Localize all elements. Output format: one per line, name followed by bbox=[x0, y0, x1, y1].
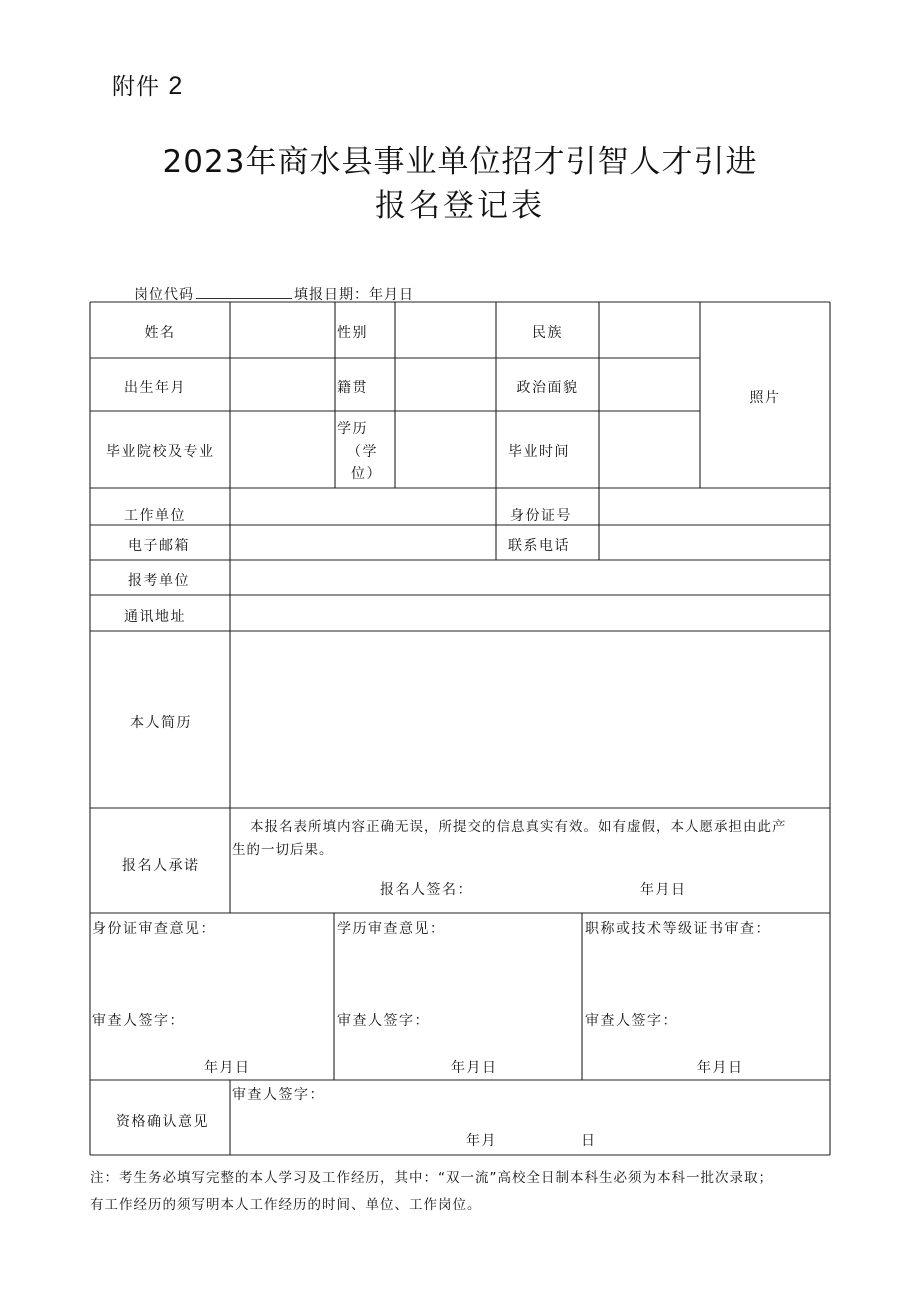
education-field[interactable] bbox=[396, 412, 495, 487]
id-number-label: 身份证号 bbox=[510, 508, 572, 524]
apply-unit-field[interactable] bbox=[231, 561, 829, 594]
position-code-label: 岗位代码 bbox=[134, 287, 194, 303]
id-review-label: 身份证审查意见： bbox=[92, 921, 216, 937]
work-unit-field[interactable] bbox=[231, 489, 495, 524]
attachment-label: 附件 2 bbox=[112, 72, 184, 100]
name-label: 姓名 bbox=[144, 325, 176, 341]
gender-field[interactable] bbox=[396, 303, 495, 357]
education-label: 学历 bbox=[337, 421, 368, 437]
note-line-2: 有工作经历的须写明本人工作经历的时间、单位、工作岗位。 bbox=[90, 1197, 482, 1213]
id-reviewer-sign-label: 审查人签字： bbox=[92, 1013, 185, 1029]
edu-review-label: 学历审查意见： bbox=[337, 921, 446, 937]
page-title: 2023年商水县事业单位招才引智人才引进 bbox=[162, 144, 758, 180]
edu-reviewer-sign-label: 审查人签字： bbox=[337, 1013, 430, 1029]
pledge-text-2: 生的一切后果。 bbox=[232, 842, 334, 858]
cert-reviewer-sign-label: 审查人签字： bbox=[585, 1013, 678, 1029]
education-label-3: 位） bbox=[351, 466, 382, 482]
school-major-field[interactable] bbox=[231, 412, 334, 487]
pledge-date: 年月日 bbox=[640, 882, 687, 898]
qualification-sign-label: 审查人签字： bbox=[232, 1087, 325, 1103]
ethnicity-label: 民族 bbox=[532, 325, 563, 341]
phone-label: 联系电话 bbox=[508, 538, 570, 554]
political-status-label: 政治面貌 bbox=[516, 380, 579, 396]
pledge-label: 报名人承诺 bbox=[122, 858, 200, 874]
education-label-2: （学 bbox=[347, 444, 378, 460]
id-review-date: 年月日 bbox=[204, 1060, 251, 1076]
email-field[interactable] bbox=[231, 526, 495, 559]
photo-field[interactable] bbox=[701, 303, 829, 487]
email-label: 电子邮箱 bbox=[128, 538, 190, 554]
name-field[interactable] bbox=[231, 303, 334, 357]
edu-review-date: 年月日 bbox=[451, 1060, 498, 1076]
apply-unit-label: 报考单位 bbox=[128, 573, 190, 589]
applicant-signature-label: 报名人签名： bbox=[380, 882, 473, 898]
graduation-time-field[interactable] bbox=[600, 412, 699, 487]
phone-field[interactable] bbox=[600, 526, 829, 559]
cert-review-date: 年月日 bbox=[697, 1060, 744, 1076]
native-place-label: 籍贯 bbox=[337, 380, 368, 396]
birth-field[interactable] bbox=[231, 359, 334, 410]
qualification-date-month: 年月 bbox=[466, 1133, 497, 1149]
cert-review-label: 职称或技术等级证书审查： bbox=[585, 921, 771, 937]
ethnicity-field[interactable] bbox=[600, 303, 699, 357]
school-major-label: 毕业院校及专业 bbox=[106, 444, 215, 460]
qualification-label: 资格确认意见 bbox=[116, 1114, 209, 1130]
graduation-time-label: 毕业时间 bbox=[508, 444, 570, 460]
address-label: 通讯地址 bbox=[124, 609, 186, 625]
pledge-text: 本报名表所填内容正确无误，所提交的信息真实有效。如有虚假，本人愿承担由此产 bbox=[250, 819, 787, 835]
resume-field[interactable] bbox=[231, 632, 829, 807]
page-subtitle: 报名登记表 bbox=[375, 188, 545, 224]
resume-label: 本人简历 bbox=[130, 715, 192, 731]
political-status-field[interactable] bbox=[600, 359, 699, 410]
id-number-field[interactable] bbox=[600, 489, 829, 524]
work-unit-label: 工作单位 bbox=[124, 508, 186, 524]
gender-label: 性别 bbox=[337, 325, 368, 341]
note-line: 注：考生务必填写完整的本人学习及工作经历，其中：“双一流”高校全日制本科生必须为本科一批次录取； bbox=[90, 1170, 773, 1186]
qualification-date-day: 日 bbox=[581, 1133, 597, 1149]
photo-label: 照片 bbox=[749, 390, 781, 406]
birth-label: 出生年月 bbox=[124, 380, 186, 396]
address-field[interactable] bbox=[231, 596, 829, 630]
native-place-field[interactable] bbox=[396, 359, 495, 410]
attachment-number: 2 bbox=[168, 72, 184, 100]
fill-date-label: 填报日期：年月日 bbox=[294, 287, 414, 303]
